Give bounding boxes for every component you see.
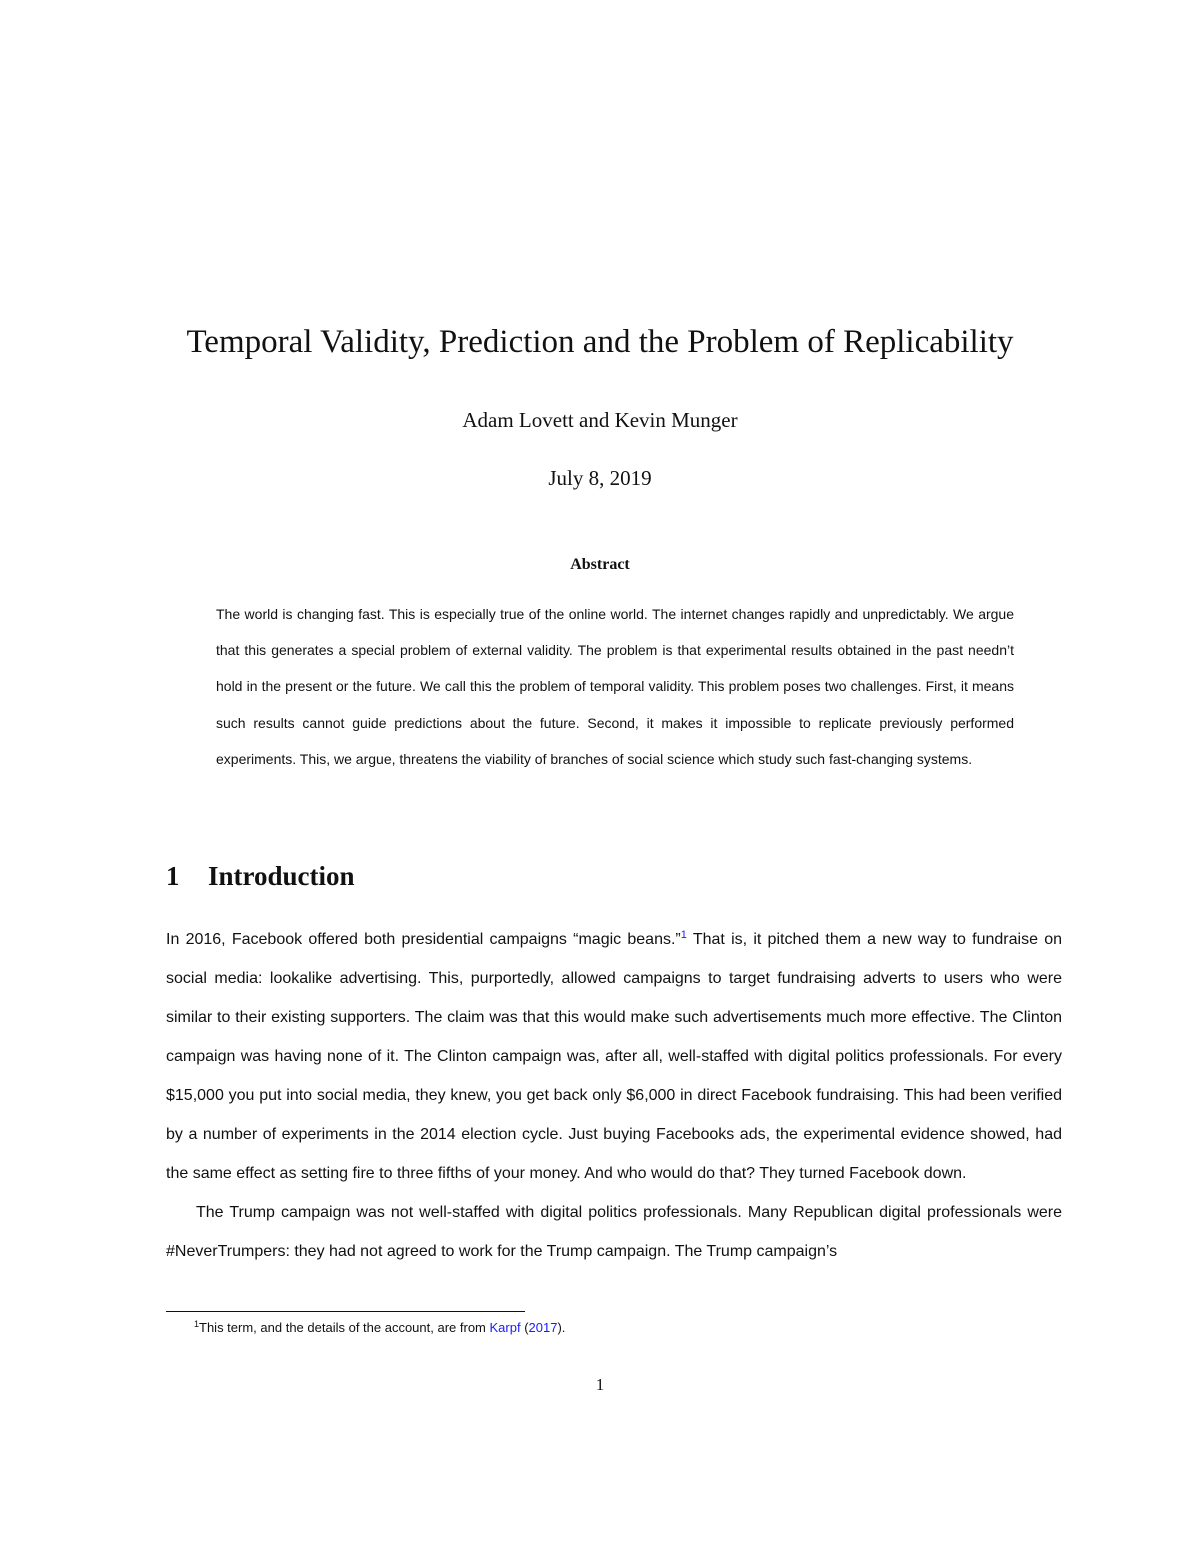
footnote-rule — [166, 1311, 525, 1312]
page-number: 1 — [595, 1375, 605, 1394]
footnote-marker-link[interactable]: 1 — [680, 929, 687, 941]
footnote-number: 1 — [194, 1319, 200, 1329]
paragraph-text: That is, it pitched them a new way to fundraise on social media: lookalike advertising. This, purportedly, allowed campaigns to target fundraising adverts to users who were similar to their existing supporters. The claim was that this would make such advertisements much more effective. The Clinton campaign was having none of it. The Clinton campaign was, after all, well-staffed with digital politics professionals. For every $15,000 you put into social media, they knew, you get back only $6,000 in direct Facebook fundraising. This had been verified by a number of experiments in the 2014 election cycle. Just buying Facebooks ads, the experimental evidence showed, had the same effect as setting fire to three fifths of your money. And who would do that? They turned Facebook down. — [166, 931, 1063, 1182]
paper-title: Temporal Validity, Prediction and the Problem of Replicability — [186, 324, 1014, 360]
paragraph — [166, 920, 1062, 1193]
section-title: Introduction — [208, 861, 355, 891]
footnote — [194, 1318, 565, 1338]
citation-paren: ). — [557, 1320, 566, 1335]
abstract-text: The world is changing fast. This is especially true of the online world. The internet changes rapidly and unpredictably. We argue that this generates a special problem of external validity. The problem is that experimental results obtained in the past needn’t hold in the present or the future. We call this the problem of temporal validity. This problem poses two challenges. First, it means such results cannot guide predictions about the future. Second, it makes it impossible to replicate previously performed experiments. This, we argue, threatens the viability of branches of social science which study such fast-changing systems. — [216, 606, 1014, 767]
date: July 8, 2019 — [548, 466, 652, 490]
body-text — [166, 920, 1062, 1271]
footnote-text: This term, and the details of the account, are from — [199, 1320, 490, 1335]
citation-author-link[interactable]: Karpf — [489, 1320, 521, 1335]
abstract-heading: Abstract — [570, 556, 630, 573]
section-number: 1 — [166, 861, 180, 891]
section-heading — [166, 856, 355, 896]
citation-paren: ( — [520, 1320, 529, 1335]
citation-year-link[interactable]: 2017 — [528, 1320, 558, 1335]
paragraph: The Trump campaign was not well-staffed with digital politics professionals. Many Republican digital professionals were #NeverTrumpers: they had not agreed to work for the Trump campaign. The Trump campaign’s — [166, 1204, 1062, 1260]
authors: Adam Lovett and Kevin Munger — [462, 408, 738, 432]
paragraph-text: In 2016, Facebook offered both presidential campaigns “magic beans.” — [166, 931, 681, 948]
